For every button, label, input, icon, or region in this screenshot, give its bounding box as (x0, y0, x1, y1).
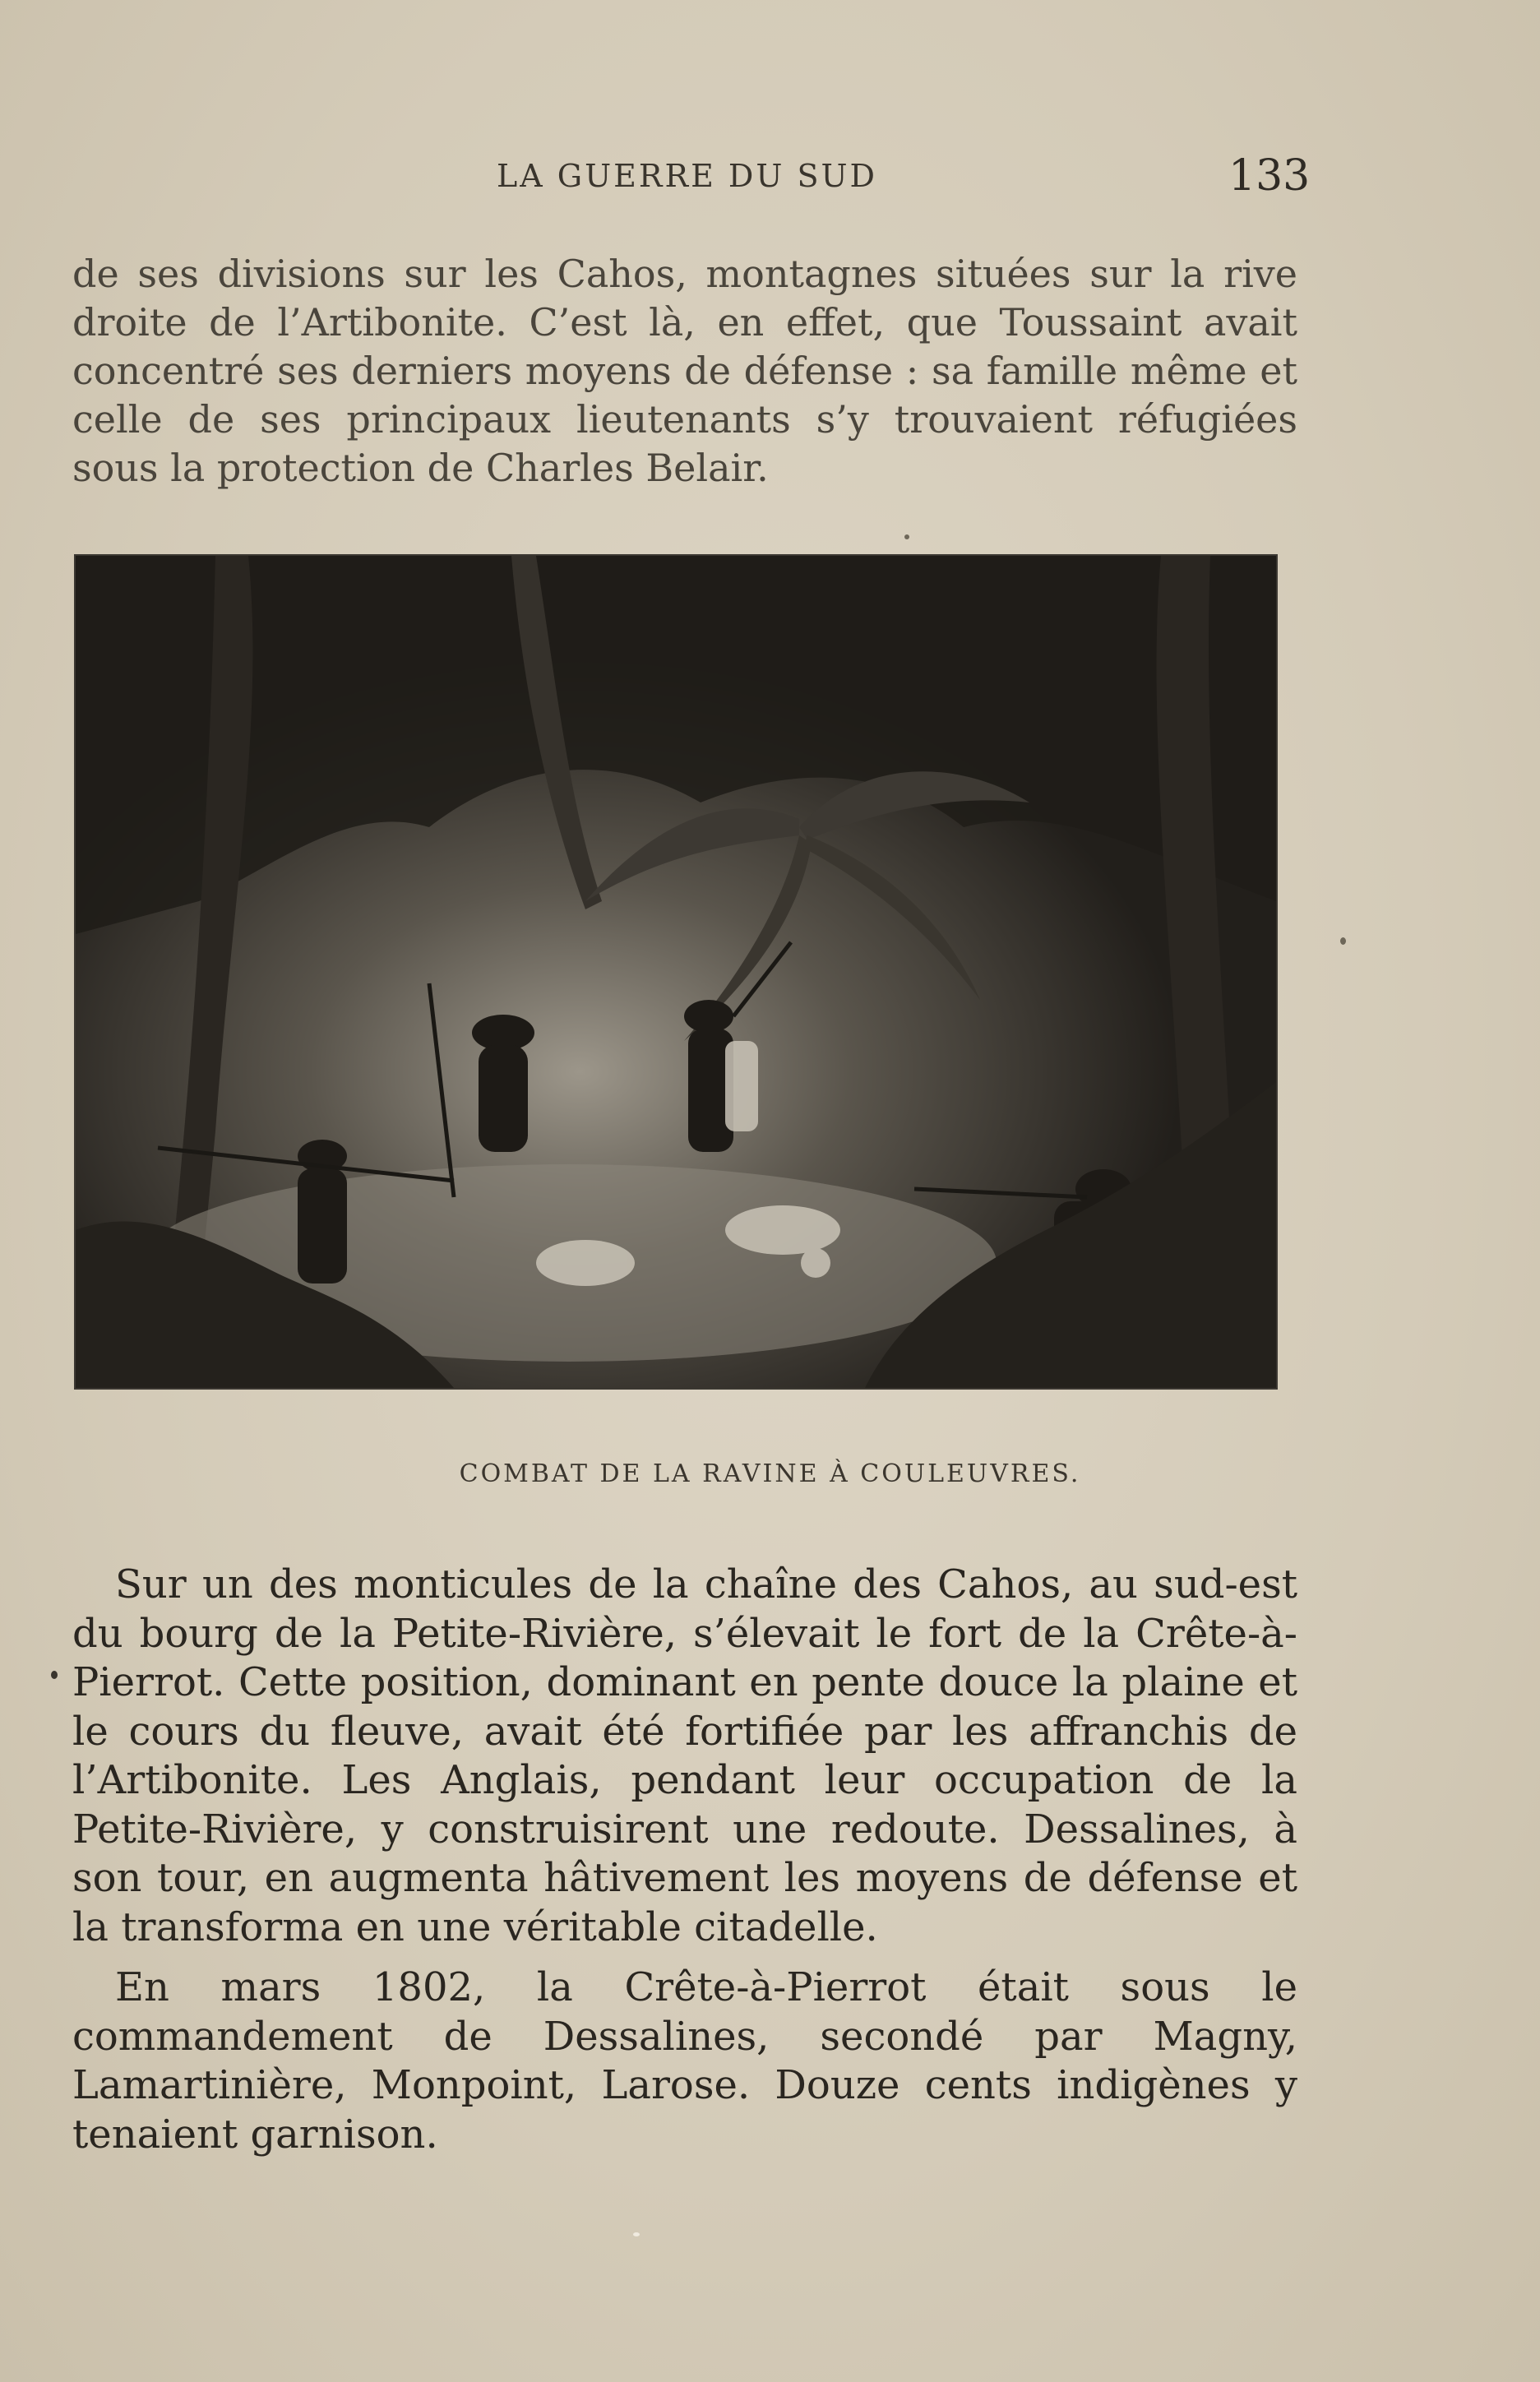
margin-ink-mark (51, 1671, 58, 1679)
intro-paragraph: de ses divisions sur les Cahos, montagnes situées sur la rive droite de l’Artibonite. C’est là, en effet, que Toussaint avait concentré ses derniers moyens de défense : sa famille même et celle de ses principaux lieutenants s’y trouvaient réfugiées sous la protection de Charles Belair. (72, 252, 1297, 490)
illustration-caption: COMBAT DE LA RAVINE À COULEUVRES. (459, 1459, 1081, 1488)
garrison-paragraph: En mars 1802, la Crête-à-Pierrot était sous le commandement de Dessalines, secondé par Magny, Lamartinière, Monpoint, Larose. Douze cents indigènes y tenaient garnison. (72, 1964, 1297, 2158)
jungle-battle-engraving (76, 556, 1276, 1388)
engraving-illustration (76, 556, 1276, 1388)
paper-speck (633, 2232, 640, 2236)
paper-speck (1340, 937, 1346, 945)
crete-a-pierrot-paragraph: Sur un des monticules de la chaîne des Cahos, au sud-est du bourg de la Petite-Rivière, s’élevait le fort de la Crête-à-Pierrot. Cette position, dominant en pente douce la plaine et le cours du fleuve, avait été fortifiée par les affranchis de l’Artibonite. Les Anglais, pendant leur occupation de la Petite-Rivière, y construisirent une redoute. Dessalines, à son tour, en augmenta hâtivement les moyens de défense et la transforma en une véritable citadelle. (72, 1561, 1297, 1950)
page-number: 133 (1228, 151, 1311, 201)
paper-speck (904, 534, 909, 539)
running-title: LA GUERRE DU SUD (497, 158, 878, 194)
